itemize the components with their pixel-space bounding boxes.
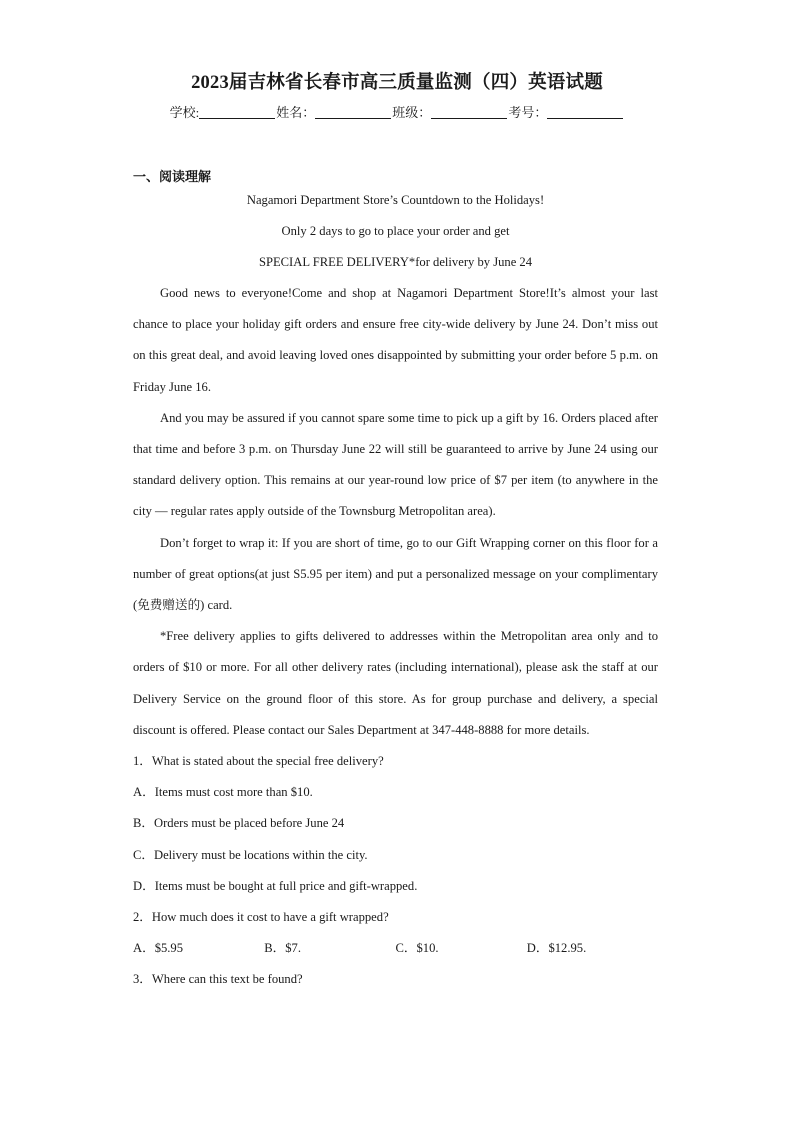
student-info-line <box>0 102 794 121</box>
question-2-options <box>133 933 658 964</box>
question-3-stem: 3．Where can this text be found? <box>133 972 303 987</box>
exam-no-blank <box>547 106 623 119</box>
question-1-option-d: D．Items must be bought at full price and gift-wrapped. <box>133 878 418 893</box>
paragraph-2: And you may be assured if you cannot spare some time to pick up a gift by 16. Orders placed after that time and before 3 p.m. on Thursday June 22 will still be guaranteed to arrive by June 24 using our standard delivery option. This remains at our year-round low price of $7 per item (to anywhere in the city — regular rates apply outside of the Townsburg Metropolitan area). <box>133 410 658 519</box>
paragraph-4: *Free delivery applies to gifts delivered to addresses within the Metropolitan area only and to orders of $10 or more. For all other delivery rates (including international), please ask the staff at our Delivery Service on the ground floor of this store. As for group purchase and delivery, a special discount is offered. Please contact our Sales Department at 347-448-8888 for more details. <box>133 629 658 737</box>
question-1-option-a: A．Items must cost more than $10. <box>133 785 313 800</box>
class-blank <box>431 106 507 119</box>
question-1-option-c: C．Delivery must be locations within the city. <box>133 847 368 862</box>
class-label: 班级： <box>392 105 432 120</box>
question-2-stem: 2．How much does it cost to have a gift wrapped? <box>133 909 389 924</box>
section-heading: 一、阅读理解 <box>133 170 212 185</box>
ad-heading-3: SPECIAL FREE DELIVERY*for delivery by June 24 <box>258 255 533 269</box>
paragraph-3: Don’t forget to wrap it: If you are short of time, go to our Gift Wrapping corner on this floor for a number of great options(at just S5.95 per item) and put a personalized message on your complimentary (免费赠送的) card. <box>133 535 658 613</box>
question-2-option-b: B．$7. <box>264 941 301 956</box>
question-2-option-d: D．$12.95. <box>526 941 587 956</box>
ad-heading-2: Only 2 days to go to place your order and get <box>281 224 510 238</box>
school-blank <box>199 106 275 119</box>
name-blank <box>315 106 391 119</box>
question-2-option-c: C．$10. <box>395 941 439 956</box>
reading-passage <box>133 185 658 996</box>
school-label: 学校: <box>169 105 200 120</box>
paragraph-1: Good news to everyone!Come and shop at Nagamori Department Store!It’s almost your last chance to place your holiday gift orders and ensure free city-wide delivery by June 24. Don’t miss out on this great deal, and avoid leaving loved ones disappointed by submitting your order before 5 p.m. on Friday June 16. <box>133 286 658 394</box>
question-1-option-b: B．Orders must be placed before June 24 <box>133 816 345 831</box>
ad-heading-1: Nagamori Department Store’s Countdown to the Holidays! <box>246 193 545 207</box>
question-1-stem: 1．What is stated about the special free delivery? <box>133 754 384 769</box>
exam-title: 2023届吉林省长春市高三质量监测（四）英语试题 <box>191 73 603 93</box>
question-2-option-a: A．$5.95 <box>133 941 184 956</box>
name-label: 姓名： <box>276 105 316 120</box>
exam-no-label: 考号： <box>508 105 548 120</box>
